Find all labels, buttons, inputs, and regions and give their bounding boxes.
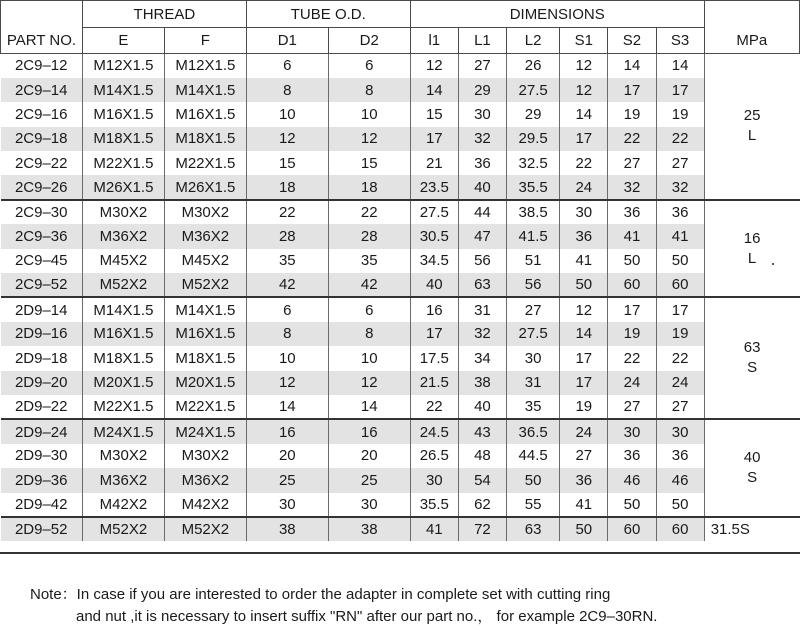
part-no-cell: 2C9–22 xyxy=(14,154,68,172)
header-tube-od: TUBE O.D. xyxy=(246,1,410,28)
table-row xyxy=(1,322,800,346)
spec-cell: 19 xyxy=(608,322,656,346)
table-row xyxy=(1,200,800,224)
spec-cell: 38 xyxy=(458,371,506,395)
spec-cell: 17 xyxy=(560,371,608,395)
spec-cell: 32 xyxy=(608,175,656,199)
spec-cell: 12 xyxy=(246,371,328,395)
table-row xyxy=(1,419,800,443)
spec-cell: 50 xyxy=(560,517,608,541)
table-row xyxy=(1,151,800,175)
stray-dot xyxy=(772,263,774,265)
spec-cell: 60 xyxy=(656,517,704,541)
spec-cell: 28 xyxy=(246,224,328,248)
spec-cell: 10 xyxy=(328,346,410,370)
spec-cell: 17 xyxy=(560,346,608,370)
spec-cell: 48 xyxy=(458,444,506,468)
spec-cell: 29.5 xyxy=(507,127,560,151)
spec-cell: 31 xyxy=(458,297,506,321)
pressure-value: 16 xyxy=(743,229,761,247)
pressure-rating-cell xyxy=(704,54,799,200)
spec-cell: 19 xyxy=(608,102,656,126)
part-no-cell: 2C9–18 xyxy=(1,127,83,151)
spec-cell: 36 xyxy=(560,468,608,492)
spec-cell: 24.5 xyxy=(410,419,458,443)
part-no-cell: 2C9–30 xyxy=(1,200,83,224)
part-no-cell: 2D9–52 xyxy=(1,517,83,541)
spec-cell: 14 xyxy=(560,102,608,126)
part-no-cell: 2C9–52 xyxy=(1,273,83,297)
spec-cell: 40 xyxy=(458,395,506,419)
spec-cell: 60 xyxy=(656,273,704,297)
spec-cell: M36X2 xyxy=(82,468,164,492)
spec-cell: 35 xyxy=(507,395,560,419)
spec-cell: 28 xyxy=(328,224,410,248)
spec-cell: M22X1.5 xyxy=(164,395,246,419)
spec-cell: 30 xyxy=(560,200,608,224)
spec-cell: 40 xyxy=(410,273,458,297)
spec-cell: 24 xyxy=(560,419,608,443)
part-no-cell: 2C9–36 xyxy=(1,224,83,248)
spec-cell: 43 xyxy=(458,419,506,443)
spec-cell: M18X1.5 xyxy=(82,127,164,151)
spec-cell: 17 xyxy=(656,78,704,102)
table-row xyxy=(1,371,800,395)
spec-cell: 8 xyxy=(246,322,328,346)
part-no-cell: 2D9–14 xyxy=(1,297,83,321)
spec-cell: 12 xyxy=(560,297,608,321)
spec-cell: M18X1.5 xyxy=(82,346,164,370)
pressure-value: 63 xyxy=(743,339,761,357)
spec-cell: 27 xyxy=(656,395,704,419)
spec-cell: 22 xyxy=(246,200,328,224)
spec-cell: M52X2 xyxy=(164,517,246,541)
spec-cell: 14 xyxy=(560,322,608,346)
spec-cell: 44.5 xyxy=(507,444,560,468)
spec-cell: 17.5 xyxy=(410,346,458,370)
note-line-2: and nut ,it is necessary to insert suffix "RN" after our part no.， for example 2C9–30RN. xyxy=(76,608,658,625)
spec-cell: 16 xyxy=(410,297,458,321)
spec-cell: 10 xyxy=(246,346,328,370)
part-no-cell: 2D9–18 xyxy=(14,349,68,367)
spec-cell: 17 xyxy=(608,297,656,321)
table-row xyxy=(1,444,800,468)
spec-cell: M26X1.5 xyxy=(82,175,164,199)
spec-cell: 18 xyxy=(246,175,328,199)
header-thread: THREAD xyxy=(82,1,246,28)
spec-cell: 17 xyxy=(410,322,458,346)
spec-cell: 15 xyxy=(328,151,410,175)
spec-cell: 32 xyxy=(458,127,506,151)
part-no-cell: 2D9–20 xyxy=(1,371,83,395)
spec-cell: 42 xyxy=(246,273,328,297)
spec-cell: 30 xyxy=(507,346,560,370)
spec-cell: 12 xyxy=(560,78,608,102)
header-S2: S2 xyxy=(608,28,656,54)
spec-cell: 60 xyxy=(608,517,656,541)
spec-cell: 27 xyxy=(608,395,656,419)
table-row xyxy=(1,224,800,248)
pressure-series: S xyxy=(747,359,758,377)
spec-cell: 36 xyxy=(458,151,506,175)
table-row xyxy=(1,297,800,321)
spec-cell: 54 xyxy=(458,468,506,492)
spec-cell: 41 xyxy=(656,224,704,248)
table-row xyxy=(1,468,800,492)
table-row xyxy=(1,273,800,297)
spec-cell: 34.5 xyxy=(410,249,458,273)
part-no-cell: 2D9–36 xyxy=(1,468,83,492)
pressure-rating-cell xyxy=(704,200,799,298)
spec-cell: M14X1.5 xyxy=(82,297,164,321)
spec-cell: 12 xyxy=(246,127,328,151)
spec-cell: 22 xyxy=(560,151,608,175)
spec-cell: 29 xyxy=(458,78,506,102)
spec-cell: 17 xyxy=(608,78,656,102)
spec-cell: M24X1.5 xyxy=(164,419,246,443)
spec-cell: 23.5 xyxy=(410,175,458,199)
spec-cell: M36X2 xyxy=(164,224,246,248)
spec-cell: M30X2 xyxy=(82,444,164,468)
spec-cell: M52X2 xyxy=(82,517,164,541)
pressure-series: S xyxy=(747,469,758,487)
spec-cell: M22X1.5 xyxy=(82,151,164,175)
spec-cell: M36X2 xyxy=(82,224,164,248)
spec-cell: 27 xyxy=(656,151,704,175)
spec-cell: 60 xyxy=(608,273,656,297)
spec-cell: M20X1.5 xyxy=(82,371,164,395)
spec-cell: 32.5 xyxy=(507,151,560,175)
spec-cell: 50 xyxy=(507,468,560,492)
spec-cell: 20 xyxy=(246,444,328,468)
spec-cell: 27.5 xyxy=(507,78,560,102)
part-no-cell: 2C9–26 xyxy=(1,175,83,199)
spec-cell: 40 xyxy=(458,175,506,199)
spec-cell: 22 xyxy=(656,346,704,370)
spec-cell: 30 xyxy=(328,493,410,517)
spec-cell: 38 xyxy=(328,517,410,541)
spec-cell: 8 xyxy=(328,322,410,346)
spec-cell: 62 xyxy=(458,493,506,517)
header-S1: S1 xyxy=(560,28,608,54)
spec-cell: 41 xyxy=(560,493,608,517)
spec-table-body xyxy=(1,54,800,542)
part-no-cell: 2C9–14 xyxy=(1,78,83,102)
spec-cell: 46 xyxy=(608,468,656,492)
spec-cell: 32 xyxy=(656,175,704,199)
spec-cell: 50 xyxy=(608,249,656,273)
spec-cell: 27 xyxy=(458,54,506,78)
table-row xyxy=(1,78,800,102)
spec-cell: M26X1.5 xyxy=(164,175,246,199)
spec-cell: M36X2 xyxy=(164,468,246,492)
spec-cell: 41 xyxy=(560,249,608,273)
spec-cell: M20X1.5 xyxy=(164,371,246,395)
spec-cell: M12X1.5 xyxy=(164,54,246,78)
spec-cell: 20 xyxy=(328,444,410,468)
spec-cell: M16X1.5 xyxy=(164,322,246,346)
spec-cell: 27 xyxy=(608,151,656,175)
table-row xyxy=(1,517,800,541)
spec-cell: M16X1.5 xyxy=(164,102,246,126)
spec-cell: 30.5 xyxy=(410,224,458,248)
spec-cell: 24 xyxy=(560,175,608,199)
spec-cell: 41 xyxy=(608,224,656,248)
spec-cell: 6 xyxy=(328,297,410,321)
header-S3: S3 xyxy=(656,28,704,54)
part-no-cell: 2C9–12 xyxy=(14,57,68,75)
spec-cell: 50 xyxy=(656,249,704,273)
spec-cell: 14 xyxy=(608,54,656,78)
spec-cell: 29 xyxy=(507,102,560,126)
spec-cell: 26 xyxy=(507,54,560,78)
table-row xyxy=(1,54,800,78)
spec-cell: 24 xyxy=(656,371,704,395)
spec-cell: 6 xyxy=(328,54,410,78)
spec-cell: 22 xyxy=(656,127,704,151)
spec-cell: 22 xyxy=(608,127,656,151)
pressure-series: S xyxy=(739,520,750,538)
spec-cell: 42 xyxy=(328,273,410,297)
table-row xyxy=(1,493,800,517)
pressure-value: 25 xyxy=(743,107,761,125)
spec-cell: 35 xyxy=(328,249,410,273)
spec-cell: 26.5 xyxy=(410,444,458,468)
header-f: F xyxy=(164,28,246,54)
spec-cell: 15 xyxy=(410,102,458,126)
table-row xyxy=(1,102,800,126)
spec-cell: 51 xyxy=(507,249,560,273)
spec-cell: M30X2 xyxy=(164,200,246,224)
pressure-rating-cell xyxy=(704,297,799,419)
note-line-1: Note：In case if you are interested to order the adapter in complete set with cutting ring xyxy=(30,586,611,603)
spec-cell: 35.5 xyxy=(507,175,560,199)
spec-cell: 36.5 xyxy=(507,419,560,443)
table-row xyxy=(1,127,800,151)
spec-cell: 41 xyxy=(410,517,458,541)
header-d1: D1 xyxy=(246,28,328,54)
spec-cell: 27 xyxy=(507,297,560,321)
pressure-series: L xyxy=(747,127,757,145)
spec-cell: 12 xyxy=(328,127,410,151)
spec-cell: M52X2 xyxy=(82,273,164,297)
table-row xyxy=(1,249,800,273)
spec-cell: 19 xyxy=(560,395,608,419)
spec-cell: 38.5 xyxy=(507,200,560,224)
header-mpa: MPa xyxy=(704,1,799,54)
spec-cell: 56 xyxy=(458,249,506,273)
note-box xyxy=(0,552,800,633)
header-d2: D2 xyxy=(328,28,410,54)
part-no-cell: 2D9–16 xyxy=(1,322,83,346)
pressure-rating-cell xyxy=(704,419,799,517)
spec-cell: 12 xyxy=(328,371,410,395)
spec-cell: 12 xyxy=(560,54,608,78)
spec-cell: 8 xyxy=(328,78,410,102)
spec-cell: 35.5 xyxy=(410,493,458,517)
spec-cell: M42X2 xyxy=(82,493,164,517)
spec-cell: 17 xyxy=(560,127,608,151)
spec-cell: M18X1.5 xyxy=(164,127,246,151)
spec-cell: 36 xyxy=(608,444,656,468)
spec-cell: M45X2 xyxy=(164,249,246,273)
spec-cell: 22 xyxy=(608,346,656,370)
spec-cell: 17 xyxy=(656,297,704,321)
header-dimensions: DIMENSIONS xyxy=(410,1,704,28)
spec-cell: M12X1.5 xyxy=(82,54,164,78)
spec-cell: M14X1.5 xyxy=(164,297,246,321)
pressure-value: 40 xyxy=(743,449,761,467)
spec-cell: M45X2 xyxy=(82,249,164,273)
spec-cell: 17 xyxy=(410,127,458,151)
spec-cell: 72 xyxy=(458,517,506,541)
spec-cell: M18X1.5 xyxy=(164,346,246,370)
spec-cell: 16 xyxy=(328,419,410,443)
spec-cell: 19 xyxy=(656,322,704,346)
spec-cell: 35 xyxy=(246,249,328,273)
pressure-value: 31.5 xyxy=(710,520,740,538)
spec-cell: 36 xyxy=(656,200,704,224)
spec-cell: 14 xyxy=(328,395,410,419)
pressure-rating-cell xyxy=(704,517,799,541)
spec-cell: 50 xyxy=(560,273,608,297)
spec-cell: 25 xyxy=(328,468,410,492)
header-l1-lower: l1 xyxy=(410,28,458,54)
part-no-cell: 2D9–22 xyxy=(14,398,68,416)
spec-cell: 44 xyxy=(458,200,506,224)
spec-cell: 38 xyxy=(246,517,328,541)
part-no-cell: 2D9–30 xyxy=(14,447,68,465)
spec-cell: 22 xyxy=(328,200,410,224)
spec-cell: 46 xyxy=(656,468,704,492)
table-row xyxy=(1,395,800,419)
spec-cell: 30 xyxy=(608,419,656,443)
spec-cell: 30 xyxy=(656,419,704,443)
spec-cell: 6 xyxy=(246,54,328,78)
spec-cell: 22 xyxy=(410,395,458,419)
spec-cell: 14 xyxy=(246,395,328,419)
spec-cell: 6 xyxy=(246,297,328,321)
spec-cell: 55 xyxy=(507,493,560,517)
spec-cell: 36 xyxy=(656,444,704,468)
spec-cell: 15 xyxy=(246,151,328,175)
spec-cell: M22X1.5 xyxy=(164,151,246,175)
spec-cell: 50 xyxy=(656,493,704,517)
spec-cell: 27.5 xyxy=(507,322,560,346)
spec-cell: M14X1.5 xyxy=(164,78,246,102)
table-row xyxy=(1,346,800,370)
spec-cell: 14 xyxy=(656,54,704,78)
spec-cell: M30X2 xyxy=(82,200,164,224)
part-no-cell: 2D9–42 xyxy=(14,495,68,513)
spec-cell: 14 xyxy=(410,78,458,102)
spec-cell: 30 xyxy=(458,102,506,126)
spec-cell: 30 xyxy=(410,468,458,492)
spec-cell: 30 xyxy=(246,493,328,517)
spec-cell: 10 xyxy=(246,102,328,126)
spec-cell: 32 xyxy=(458,322,506,346)
spec-cell: 16 xyxy=(246,419,328,443)
spec-cell: M22X1.5 xyxy=(82,395,164,419)
spec-cell: 21.5 xyxy=(410,371,458,395)
spec-cell: 56 xyxy=(507,273,560,297)
spec-cell: 12 xyxy=(410,54,458,78)
spec-cell: 19 xyxy=(656,102,704,126)
header-L2: L2 xyxy=(507,28,560,54)
part-no-cell: 2C9–16 xyxy=(14,105,68,123)
header-L1: L1 xyxy=(458,28,506,54)
spec-cell: 27.5 xyxy=(410,200,458,224)
spec-cell: 63 xyxy=(458,273,506,297)
spec-cell: M16X1.5 xyxy=(82,102,164,126)
spec-cell: M42X2 xyxy=(164,493,246,517)
spec-cell: 8 xyxy=(246,78,328,102)
spec-cell: M52X2 xyxy=(164,273,246,297)
spec-cell: 18 xyxy=(328,175,410,199)
spec-cell: 31 xyxy=(507,371,560,395)
spec-cell: 41.5 xyxy=(507,224,560,248)
spec-cell: M16X1.5 xyxy=(82,322,164,346)
spec-cell: 47 xyxy=(458,224,506,248)
part-no-cell: 2C9–45 xyxy=(14,252,68,270)
table-row xyxy=(1,175,800,199)
pressure-series: L xyxy=(747,249,757,267)
spec-cell: M24X1.5 xyxy=(82,419,164,443)
spec-cell: 36 xyxy=(560,224,608,248)
spec-cell: 36 xyxy=(608,200,656,224)
header-e: E xyxy=(82,28,164,54)
spec-cell: 50 xyxy=(608,493,656,517)
spec-cell: 27 xyxy=(560,444,608,468)
spec-cell: 25 xyxy=(246,468,328,492)
spec-cell: M30X2 xyxy=(164,444,246,468)
spec-cell: 24 xyxy=(608,371,656,395)
spec-cell: M14X1.5 xyxy=(82,78,164,102)
spec-cell: 63 xyxy=(507,517,560,541)
spec-cell: 10 xyxy=(328,102,410,126)
spec-cell: 21 xyxy=(410,151,458,175)
header-part-no: PART NO. xyxy=(1,1,83,54)
spec-cell: 34 xyxy=(458,346,506,370)
part-no-cell: 2D9–24 xyxy=(1,419,83,443)
